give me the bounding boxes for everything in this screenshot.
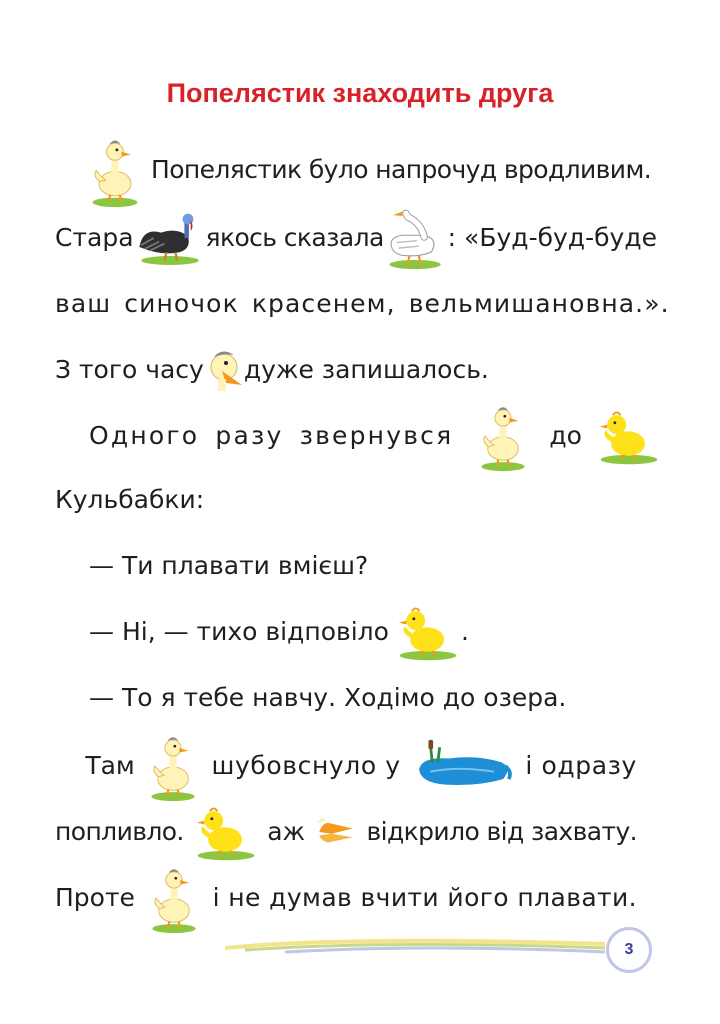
turkey-icon <box>134 208 206 268</box>
chick-icon <box>193 802 259 862</box>
text-line-1 <box>55 140 652 200</box>
chick-icon <box>596 406 662 466</box>
text-segment: аж <box>267 817 306 846</box>
text-segment: Кульбабки: <box>55 485 205 514</box>
gosling-icon <box>85 133 145 208</box>
page-number: 3 <box>606 927 652 973</box>
gosling-icon <box>475 400 531 472</box>
gosling-icon <box>146 862 202 934</box>
open-beak-icon <box>314 814 358 850</box>
text-segment: Проте <box>55 883 135 912</box>
text-segment: — Ти плавати вмієш? <box>89 551 369 580</box>
text-segment: відкрило від захвату. <box>366 817 637 846</box>
text-line-4 <box>55 340 637 400</box>
text-segment: Там <box>85 751 135 780</box>
goose-icon <box>384 204 448 272</box>
text-segment: — То я тебе навчу. Ходімо до озера. <box>89 683 567 712</box>
text-line-2 <box>55 208 657 268</box>
text-line-5 <box>55 406 637 466</box>
text-segment: і одразу <box>525 751 637 780</box>
text-segment: якось сказала <box>205 223 384 252</box>
text-segment: ваш синочок красенем, вельмишановна.». <box>55 289 670 318</box>
text-line-7 <box>55 536 637 596</box>
text-segment: попливло. <box>55 817 184 846</box>
text-line-6 <box>55 470 637 530</box>
text-segment: Стара <box>55 223 134 252</box>
text-segment: . <box>460 617 469 646</box>
page-title: Попелястик знаходить друга <box>166 78 554 108</box>
text-segment: — Ні, — тихо відповіло <box>89 617 389 646</box>
text-segment: до <box>549 421 582 450</box>
decorative-stroke <box>225 930 615 960</box>
gosling-head-icon <box>204 345 244 395</box>
text-line-12 <box>55 868 637 928</box>
text-line-8 <box>55 602 637 662</box>
gosling-icon <box>145 730 201 802</box>
pond-icon <box>411 738 515 794</box>
text-segment: дуже запишалось. <box>243 355 489 384</box>
text-segment: Одного разу звернувся <box>89 421 454 450</box>
text-line-10 <box>55 736 637 796</box>
text-segment: : «Буд-буд-буде <box>447 223 657 252</box>
chick-icon <box>395 602 461 662</box>
text-segment: З того часу <box>55 355 204 384</box>
text-segment: Попелястик було напрочуд вродливим. <box>151 155 652 184</box>
text-line-3 <box>55 274 670 334</box>
text-line-11 <box>55 802 637 862</box>
text-line-9 <box>55 668 637 728</box>
text-segment: шубовснуло у <box>211 751 401 780</box>
text-segment: і не думав вчити його плавати. <box>212 883 637 912</box>
